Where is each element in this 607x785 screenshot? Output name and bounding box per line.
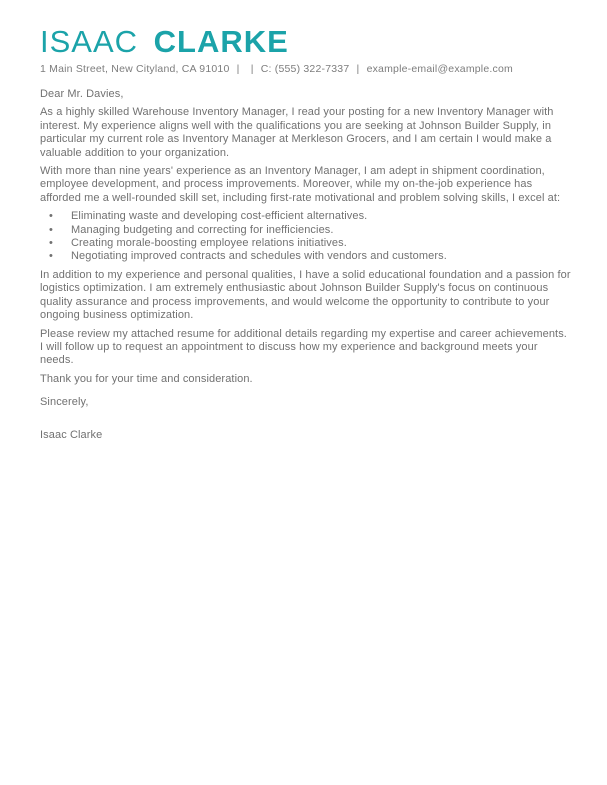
contact-line (40, 63, 571, 75)
paragraph-thanks: Thank you for your time and consideration. (40, 372, 253, 385)
skills-list-item: • Managing budgeting and correcting for inefficiencies. (40, 224, 571, 237)
valediction: Sincerely, (40, 396, 89, 409)
applicant-name (40, 26, 571, 57)
skills-list (40, 210, 571, 264)
applicant-last-name: CLARKE (153, 24, 289, 59)
paragraph-introduction: As a highly skilled Warehouse Inventory Manager, I read your posting for a new Inventory Manager with interest. My experience aligns well with the qualifications you are seeking at Johnson Builder Supply, in particular my current role as Inventory Manager at Merkleson Grocers, and I am certain I would make a valuable addition to your organization. (40, 106, 554, 159)
letter-header (40, 26, 571, 75)
letter-body (40, 88, 571, 442)
contact-email: example-email@example.com (366, 63, 513, 75)
contact-address: 1 Main Street, New Cityland, CA 91010 (40, 63, 230, 75)
skills-list-item: • Eliminating waste and developing cost-efficient alternatives. (40, 210, 571, 223)
contact-separator: | (250, 63, 254, 75)
paragraph-education: In addition to my experience and personal qualities, I have a solid educational foundation and a passion for logistics optimization. I am extremely enthusiastic about Johnson Builder Supply's focus on continuous quality assurance and process improvements, and would welcome the opportunity to contribute to your ongoing business optimization. (40, 268, 571, 322)
applicant-first-name: ISAAC (40, 24, 139, 59)
contact-separator: | (236, 63, 240, 75)
paragraph-follow-up: Please review my attached resume for additional details regarding my expertise and career achievements. I will follow up to request an appointment to discuss how my experience and background meets your needs. (40, 327, 567, 367)
skills-list-item: • Creating morale-boosting employee relations initiatives. (40, 237, 571, 250)
skills-list-item: • Negotiating improved contracts and schedules with vendors and customers. (40, 250, 571, 263)
salutation: Dear Mr. Davies, (40, 88, 124, 100)
contact-separator: | (356, 63, 360, 75)
contact-phone: C: (555) 322-7337 (260, 63, 350, 75)
paragraph-experience: With more than nine years' experience as an Inventory Manager, I am adept in shipment coordination, employee development, and process improvements. Moreover, while my on-the-job experience has afforded me a well-rounded skill set, including first-rate motivational and problem solving skills, I excel at: (40, 165, 561, 204)
signature-name: Isaac Clarke (40, 428, 103, 441)
